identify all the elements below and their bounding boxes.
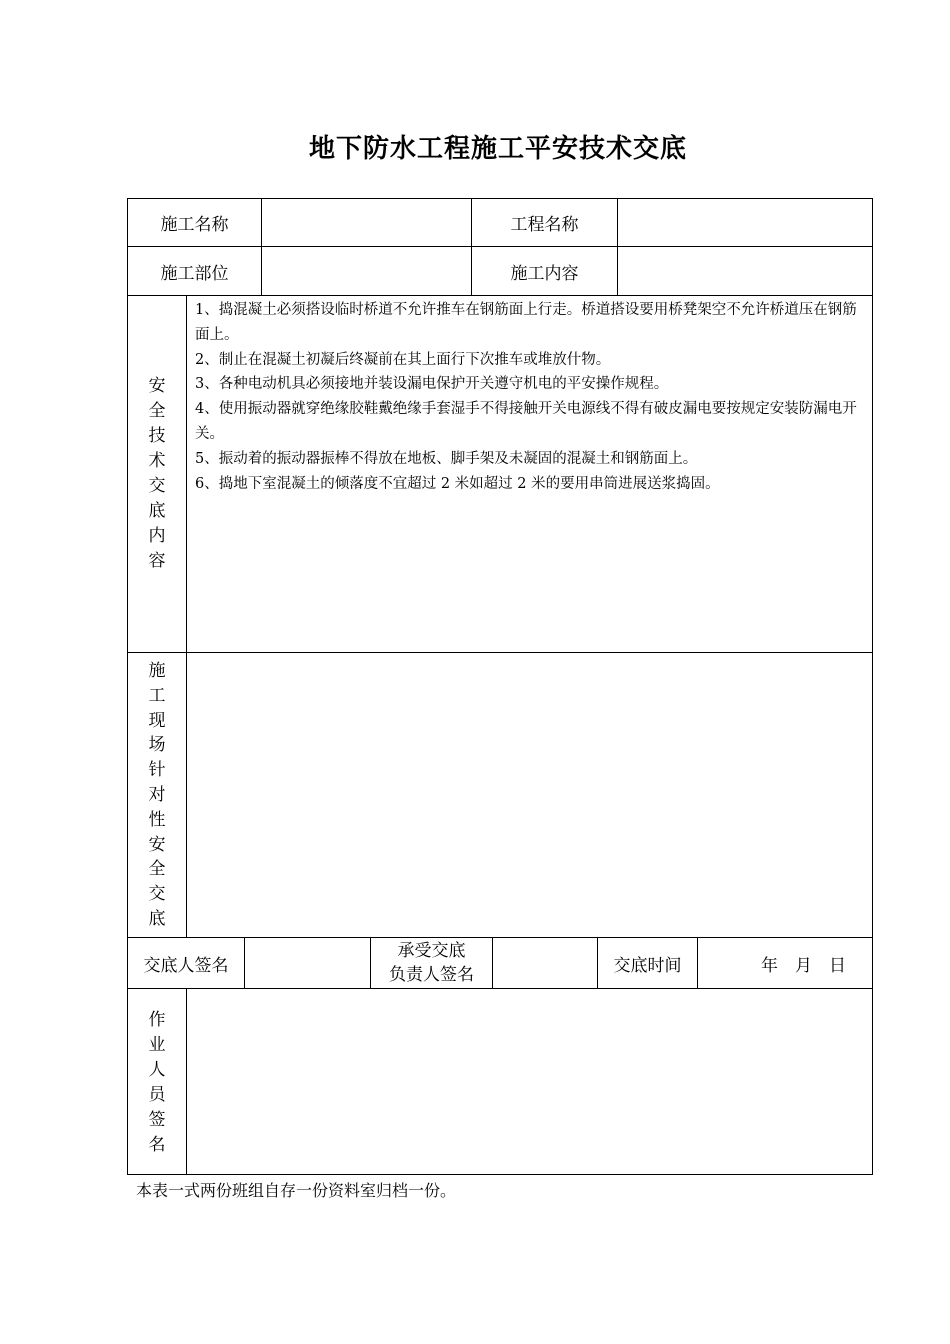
receiver-label-line1: 承受交底 (397, 941, 466, 961)
worker-section-label (127, 988, 187, 1175)
safety-item: 4、使用振动器就穿绝缘胶鞋戴绝缘手套湿手不得接触开关电源线不得有破皮漏电要按规定安装防漏电开关。 (195, 401, 857, 442)
worker-signatures-field[interactable] (186, 988, 873, 1175)
label-char: 交 (148, 476, 166, 496)
label-char: 签 (148, 1110, 166, 1130)
label-char: 内 (148, 526, 166, 546)
presenter-signature-field[interactable] (244, 937, 371, 989)
label-char: 名 (148, 1135, 166, 1155)
safety-item: 1、捣混凝土必须搭设临时桥道不允许推车在钢筋面上行走。桥道搭设要用桥凳架空不允许桥道压在钢筋面上。 (195, 302, 857, 343)
label-receiver-signature (370, 937, 493, 989)
label-char: 术 (148, 451, 166, 471)
safety-item: 2、制止在混凝土初凝后终凝前在其上面行下次推车或堆放什物。 (195, 351, 611, 368)
label-project-name: 工程名称 (471, 198, 618, 247)
label-char: 人 (148, 1060, 166, 1080)
construction-name-field[interactable] (261, 198, 472, 247)
label-char: 业 (148, 1035, 166, 1055)
document-title: 地下防水工程施工平安技术交底 (308, 134, 687, 164)
label-presenter-signature: 交底人签名 (127, 937, 245, 989)
label-char: 针 (148, 760, 166, 781)
receiver-label-line2: 负责人签名 (389, 965, 474, 985)
safety-section-label (127, 295, 187, 653)
label-char: 对 (148, 784, 166, 805)
label-char: 安 (148, 834, 166, 855)
label-char: 技 (148, 426, 166, 446)
label-char: 工 (148, 685, 166, 706)
label-char: 现 (148, 710, 166, 731)
safety-content (186, 295, 873, 653)
label-char: 性 (148, 809, 166, 830)
safety-item: 3、各种电动机具必须接地并装设漏电保护开关遵守机电的平安操作规程。 (195, 376, 669, 393)
label-char: 施 (148, 661, 166, 681)
label-char: 安 (148, 376, 166, 396)
receiver-signature-field[interactable] (492, 937, 598, 989)
label-char: 交 (148, 884, 166, 905)
safety-item: 6、捣地下室混凝土的倾落度不宜超过 2 米如超过 2 米的要用串筒进展送浆捣固。 (195, 475, 720, 492)
label-char: 作 (148, 1010, 166, 1030)
label-char: 全 (148, 859, 166, 880)
site-safety-content-field[interactable] (186, 652, 873, 938)
label-char: 场 (148, 735, 166, 756)
label-construction-part: 施工部位 (127, 246, 262, 296)
project-name-field[interactable] (617, 198, 873, 247)
label-char: 员 (148, 1085, 166, 1105)
safety-item: 5、振动着的振动器振棒不得放在地板、脚手架及未凝固的混凝土和钢筋面上。 (195, 450, 698, 467)
label-char: 底 (148, 908, 166, 929)
label-char: 全 (148, 401, 166, 421)
construction-content-field[interactable] (617, 246, 873, 296)
handover-date-field[interactable]: 年 月 日 (697, 937, 873, 989)
label-construction-name: 施工名称 (127, 198, 262, 247)
construction-part-field[interactable] (261, 246, 472, 296)
label-handover-time: 交底时间 (597, 937, 698, 989)
footer-note: 本表一式两份班组自存一份资料室归档一份。 (136, 1181, 457, 1200)
label-construction-content: 施工内容 (471, 246, 618, 296)
label-char: 容 (148, 551, 166, 571)
site-section-label (127, 652, 187, 938)
label-char: 底 (148, 501, 166, 521)
